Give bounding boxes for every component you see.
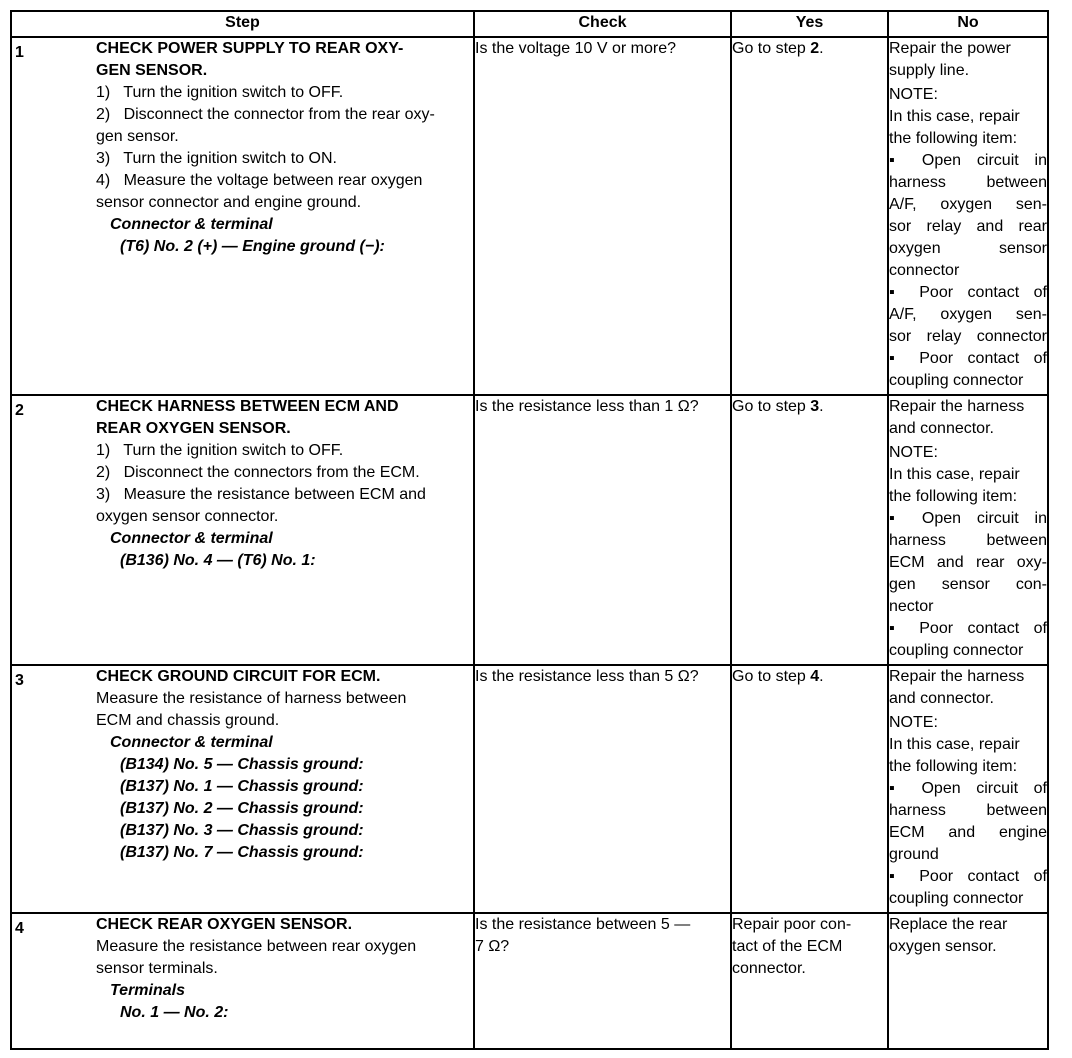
no-cell: [888, 395, 1048, 665]
note-item: ▪ Poor contact of: [889, 620, 1047, 637]
table-row: [11, 37, 1048, 395]
no-action: Repair the power: [889, 40, 1011, 57]
note-item: coupling connector: [889, 372, 1024, 389]
step-title: CHECK REAR OXYGEN SENSOR.: [96, 916, 353, 933]
note-text: the following item:: [889, 758, 1018, 775]
instruction: sensor connector and engine ground.: [96, 194, 362, 211]
no-action: Repair the harness: [889, 668, 1025, 685]
note-item: coupling connector: [889, 890, 1024, 907]
note-item: ▪ Open circuit in: [889, 510, 1047, 527]
note-item: harness between: [889, 532, 1047, 549]
yes-action: tact of the ECM: [732, 938, 843, 955]
header-row: [11, 11, 1048, 37]
note-item: oxygen sensor: [889, 240, 1047, 257]
instruction: oxygen sensor connector.: [96, 508, 279, 525]
step-number: 3: [15, 672, 24, 689]
note-text: In this case, repair: [889, 736, 1020, 753]
note-item: ▪ Poor contact of: [889, 868, 1047, 885]
check-question: 7 Ω?: [475, 938, 510, 955]
connector-label: Connector & terminal: [110, 734, 273, 751]
check-question: Is the resistance between 5 —: [475, 916, 691, 933]
note-text: the following item:: [889, 130, 1018, 147]
no-action: Replace the rear: [889, 916, 1008, 933]
step-title: GEN SENSOR.: [96, 62, 208, 79]
note-text: In this case, repair: [889, 466, 1020, 483]
note-item: coupling connector: [889, 642, 1024, 659]
step-title: CHECK POWER SUPPLY TO REAR OXY-: [96, 40, 404, 57]
table-row: [11, 395, 1048, 665]
note-item: nector: [889, 598, 934, 615]
instruction: 2) Disconnect the connectors from the ECM.: [96, 464, 420, 481]
no-action: Repair the harness: [889, 398, 1025, 415]
instruction: 3) Measure the resistance between ECM and: [96, 486, 426, 503]
note-item: A/F, oxygen sen-: [889, 306, 1047, 323]
yes-prefix: Go to step: [732, 398, 811, 415]
yes-cell: [731, 913, 888, 1049]
check-question: Is the resistance less than 5 Ω?: [475, 668, 699, 685]
yes-cell: [731, 37, 888, 395]
table-row: [11, 665, 1048, 913]
terminal-spec: (B137) No. 3 — Chassis ground:: [120, 822, 364, 839]
no-action: and connector.: [889, 690, 994, 707]
no-action: and connector.: [889, 420, 994, 437]
terminal-spec: (B136) No. 4 — (T6) No. 1:: [120, 552, 316, 569]
note-item: ▪ Poor contact of: [889, 284, 1047, 301]
connector-label: Connector & terminal: [110, 530, 273, 547]
yes-cell: [731, 665, 888, 913]
note-item: ECM and engine: [889, 824, 1047, 841]
instruction: 3) Turn the ignition switch to ON.: [96, 150, 337, 167]
step-cell: [11, 395, 474, 665]
terminal-spec: (B137) No. 2 — Chassis ground:: [120, 800, 364, 817]
note-item: harness between: [889, 802, 1047, 819]
instruction: sensor terminals.: [96, 960, 218, 977]
yes-suffix: .: [819, 40, 824, 57]
terminal-spec: (B137) No. 1 — Chassis ground:: [120, 778, 364, 795]
note-item: sor relay connector: [889, 328, 1047, 345]
note-item: ground: [889, 846, 939, 863]
yes-step-number: 3: [810, 398, 820, 415]
note-item: ▪ Poor contact of: [889, 350, 1047, 367]
instruction: 1) Turn the ignition switch to OFF.: [96, 442, 344, 459]
check-cell: [474, 913, 731, 1049]
check-cell: [474, 395, 731, 665]
no-cell: [888, 665, 1048, 913]
no-cell: [888, 37, 1048, 395]
note-item: ECM and rear oxy-: [889, 554, 1047, 571]
step-title: CHECK HARNESS BETWEEN ECM AND: [96, 398, 399, 415]
note-item: gen sensor con-: [889, 576, 1047, 593]
yes-action: Repair poor con-: [732, 916, 852, 933]
terminal-spec: (B134) No. 5 — Chassis ground:: [120, 756, 364, 773]
header-step: Step: [11, 11, 474, 37]
no-action: supply line.: [889, 62, 970, 79]
header-check: Check: [474, 11, 731, 37]
terminal-spec: (B137) No. 7 — Chassis ground:: [120, 844, 364, 861]
instruction: Measure the resistance of harness between: [96, 690, 407, 707]
header-yes: Yes: [731, 11, 888, 37]
check-cell: [474, 665, 731, 913]
table-row: [11, 913, 1048, 1049]
note-item: A/F, oxygen sen-: [889, 196, 1047, 213]
step-title: REAR OXYGEN SENSOR.: [96, 420, 291, 437]
step-cell: [11, 913, 474, 1049]
instruction: 1) Turn the ignition switch to OFF.: [96, 84, 344, 101]
no-action: oxygen sensor.: [889, 938, 997, 955]
note-text: In this case, repair: [889, 108, 1020, 125]
step-number: 4: [15, 920, 24, 937]
instruction: 2) Disconnect the connector from the rear oxy-: [96, 106, 435, 123]
step-cell: [11, 665, 474, 913]
header-no: No: [888, 11, 1048, 37]
instruction: gen sensor.: [96, 128, 179, 145]
note-label: NOTE:: [889, 714, 938, 731]
yes-step-number: 2: [810, 40, 820, 57]
note-label: NOTE:: [889, 444, 938, 461]
no-cell: [888, 913, 1048, 1049]
step-title: CHECK GROUND CIRCUIT FOR ECM.: [96, 668, 381, 685]
yes-action: connector.: [732, 960, 806, 977]
diagnostic-table: [10, 10, 1049, 1050]
check-cell: [474, 37, 731, 395]
check-question: Is the resistance less than 1 Ω?: [475, 398, 699, 415]
yes-cell: [731, 395, 888, 665]
step-cell: [11, 37, 474, 395]
instruction: Measure the resistance between rear oxygen: [96, 938, 417, 955]
yes-suffix: .: [819, 398, 824, 415]
yes-step-number: 4: [810, 668, 820, 685]
note-item: connector: [889, 262, 960, 279]
instruction: ECM and chassis ground.: [96, 712, 280, 729]
note-item: ▪ Open circuit in: [889, 152, 1047, 169]
terminal-spec: (T6) No. 2 (+) — Engine ground (−):: [120, 238, 385, 255]
yes-suffix: .: [819, 668, 824, 685]
note-item: harness between: [889, 174, 1047, 191]
note-item: ▪ Open circuit of: [889, 780, 1047, 797]
terminals-label: Terminals: [110, 982, 185, 999]
terminal-spec: No. 1 — No. 2:: [120, 1004, 229, 1021]
check-question: Is the voltage 10 V or more?: [475, 40, 676, 57]
step-number: 2: [15, 402, 24, 419]
step-number: 1: [15, 44, 24, 61]
connector-label: Connector & terminal: [110, 216, 273, 233]
yes-prefix: Go to step: [732, 668, 811, 685]
instruction: 4) Measure the voltage between rear oxygen: [96, 172, 423, 189]
yes-prefix: Go to step: [732, 40, 811, 57]
note-item: sor relay and rear: [889, 218, 1047, 235]
note-label: NOTE:: [889, 86, 938, 103]
note-text: the following item:: [889, 488, 1018, 505]
